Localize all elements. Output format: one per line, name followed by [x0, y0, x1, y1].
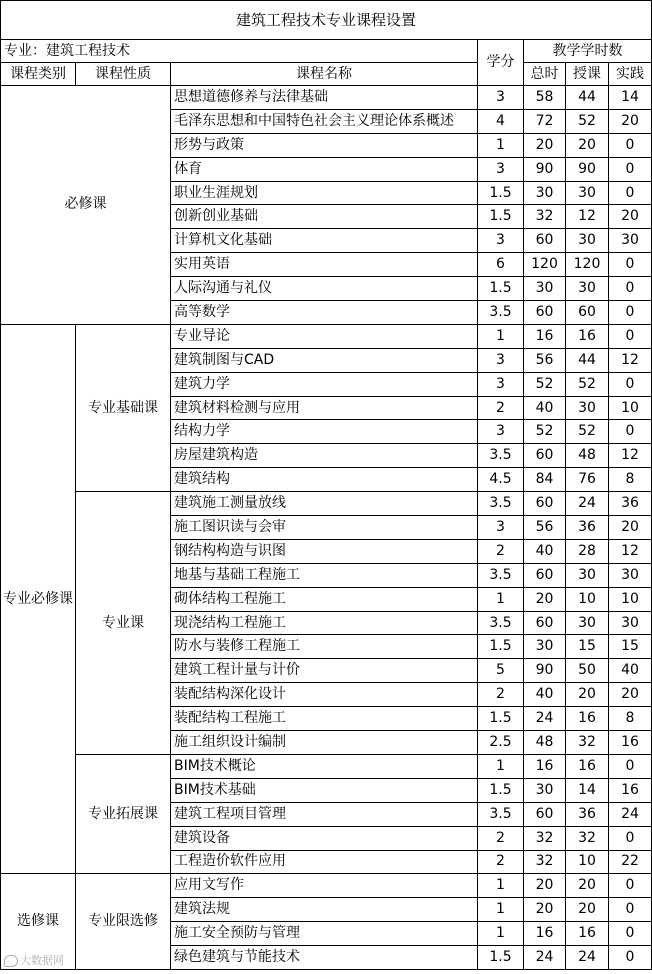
course-practice-hours: 0 — [609, 372, 652, 396]
course-practice-hours: 20 — [609, 205, 652, 229]
table-row — [1, 492, 652, 516]
course-name: 职业生涯规划 — [171, 181, 478, 205]
course-practice-hours: 0 — [609, 922, 652, 946]
course-practice-hours: 12 — [609, 539, 652, 563]
course-total-hours: 32 — [524, 826, 566, 850]
header-practice: 实践 — [609, 63, 652, 86]
course-practice-hours: 0 — [609, 826, 652, 850]
course-name: 计算机文化基础 — [171, 229, 478, 253]
course-lecture-hours: 30 — [566, 181, 609, 205]
course-practice-hours: 0 — [609, 324, 652, 348]
course-total-hours: 30 — [524, 277, 566, 301]
course-total-hours: 24 — [524, 946, 566, 970]
table-row — [1, 324, 652, 348]
course-lecture-hours: 28 — [566, 539, 609, 563]
course-total-hours: 56 — [524, 348, 566, 372]
course-total-hours: 48 — [524, 731, 566, 755]
course-credits: 5 — [478, 659, 524, 683]
course-name: 建筑力学 — [171, 372, 478, 396]
course-name: 专业导论 — [171, 324, 478, 348]
course-name: 思想道德修养与法律基础 — [171, 86, 478, 110]
course-total-hours: 60 — [524, 802, 566, 826]
course-credits: 2 — [478, 850, 524, 874]
course-lecture-hours: 48 — [566, 444, 609, 468]
course-total-hours: 32 — [524, 850, 566, 874]
course-lecture-hours: 16 — [566, 707, 609, 731]
course-practice-hours: 0 — [609, 946, 652, 970]
course-name: 建筑结构 — [171, 468, 478, 492]
course-practice-hours: 10 — [609, 587, 652, 611]
course-total-hours: 52 — [524, 420, 566, 444]
weibo-icon — [4, 955, 18, 967]
course-name: 钢结构构造与识图 — [171, 539, 478, 563]
category-zhuanye-bixiu: 专业必修课 — [1, 324, 76, 873]
course-total-hours: 16 — [524, 922, 566, 946]
course-lecture-hours: 60 — [566, 301, 609, 325]
watermark — [4, 952, 64, 968]
course-credits: 3 — [478, 348, 524, 372]
course-lecture-hours: 90 — [566, 157, 609, 181]
course-credits: 3 — [478, 86, 524, 110]
course-practice-hours: 15 — [609, 635, 652, 659]
course-practice-hours: 20 — [609, 516, 652, 540]
course-name: 毛泽东思想和中国特色社会主义理论体系概述 — [171, 109, 478, 133]
course-lecture-hours: 20 — [566, 683, 609, 707]
course-credits: 6 — [478, 253, 524, 277]
course-name: 建筑法规 — [171, 898, 478, 922]
course-lecture-hours: 44 — [566, 86, 609, 110]
course-lecture-hours: 24 — [566, 946, 609, 970]
course-total-hours: 72 — [524, 109, 566, 133]
course-total-hours: 30 — [524, 181, 566, 205]
course-total-hours: 60 — [524, 563, 566, 587]
course-name: 体育 — [171, 157, 478, 181]
course-credits: 2 — [478, 539, 524, 563]
course-practice-hours: 16 — [609, 731, 652, 755]
course-lecture-hours: 24 — [566, 492, 609, 516]
course-name: 结构力学 — [171, 420, 478, 444]
course-total-hours: 40 — [524, 539, 566, 563]
course-lecture-hours: 16 — [566, 324, 609, 348]
course-practice-hours: 8 — [609, 707, 652, 731]
course-lecture-hours: 30 — [566, 611, 609, 635]
course-practice-hours: 20 — [609, 109, 652, 133]
course-name: 施工图识读与会审 — [171, 516, 478, 540]
course-lecture-hours: 16 — [566, 754, 609, 778]
course-total-hours: 30 — [524, 778, 566, 802]
course-credits: 1 — [478, 754, 524, 778]
course-name: 形势与政策 — [171, 133, 478, 157]
course-lecture-hours: 52 — [566, 109, 609, 133]
course-lecture-hours: 20 — [566, 898, 609, 922]
nature-tuozhan: 专业拓展课 — [76, 754, 171, 873]
course-name: 施工组织设计编制 — [171, 731, 478, 755]
course-total-hours: 24 — [524, 707, 566, 731]
course-total-hours: 60 — [524, 301, 566, 325]
course-credits: 3 — [478, 229, 524, 253]
course-lecture-hours: 32 — [566, 826, 609, 850]
course-practice-hours: 0 — [609, 253, 652, 277]
course-lecture-hours: 10 — [566, 850, 609, 874]
course-credits: 1 — [478, 133, 524, 157]
course-total-hours: 16 — [524, 754, 566, 778]
course-lecture-hours: 44 — [566, 348, 609, 372]
course-credits: 4 — [478, 109, 524, 133]
course-credits: 2 — [478, 396, 524, 420]
course-credits: 3.5 — [478, 492, 524, 516]
nature-zhuanye: 专业课 — [76, 492, 171, 755]
course-lecture-hours: 52 — [566, 420, 609, 444]
course-credits: 1.5 — [478, 946, 524, 970]
course-total-hours: 84 — [524, 468, 566, 492]
course-credits: 3 — [478, 420, 524, 444]
header-lecture: 授课 — [566, 63, 609, 86]
course-name: BIM技术概论 — [171, 754, 478, 778]
course-credits: 3 — [478, 516, 524, 540]
course-credits: 3.5 — [478, 444, 524, 468]
course-name: 砌体结构工程施工 — [171, 587, 478, 611]
course-practice-hours: 0 — [609, 754, 652, 778]
course-total-hours: 20 — [524, 587, 566, 611]
course-practice-hours: 30 — [609, 229, 652, 253]
course-lecture-hours: 52 — [566, 372, 609, 396]
course-name: 房屋建筑构造 — [171, 444, 478, 468]
course-practice-hours: 30 — [609, 563, 652, 587]
course-total-hours: 90 — [524, 157, 566, 181]
course-total-hours: 20 — [524, 898, 566, 922]
course-total-hours: 32 — [524, 205, 566, 229]
course-credits: 1.5 — [478, 205, 524, 229]
course-credits: 2 — [478, 826, 524, 850]
course-lecture-hours: 20 — [566, 874, 609, 898]
course-name: 建筑制图与CAD — [171, 348, 478, 372]
course-name: 建筑设备 — [171, 826, 478, 850]
course-total-hours: 60 — [524, 229, 566, 253]
course-credits: 3.5 — [478, 802, 524, 826]
course-practice-hours: 40 — [609, 659, 652, 683]
course-name: 建筑工程计量与计价 — [171, 659, 478, 683]
course-name: 人际沟通与礼仪 — [171, 277, 478, 301]
course-credits: 4.5 — [478, 468, 524, 492]
header-credits: 学分 — [478, 40, 524, 86]
course-lecture-hours: 16 — [566, 922, 609, 946]
course-name: 实用英语 — [171, 253, 478, 277]
nature-jichu: 专业基础课 — [76, 324, 171, 491]
course-practice-hours: 16 — [609, 778, 652, 802]
course-lecture-hours: 30 — [566, 563, 609, 587]
course-credits: 1.5 — [478, 277, 524, 301]
course-credits: 1.5 — [478, 707, 524, 731]
course-practice-hours: 0 — [609, 898, 652, 922]
course-credits: 3 — [478, 157, 524, 181]
course-credits: 3.5 — [478, 563, 524, 587]
course-practice-hours: 0 — [609, 157, 652, 181]
course-name: 建筑材料检测与应用 — [171, 396, 478, 420]
course-total-hours: 40 — [524, 396, 566, 420]
table-row — [1, 874, 652, 898]
course-credits: 1 — [478, 898, 524, 922]
header-name: 课程名称 — [171, 63, 478, 86]
course-practice-hours: 8 — [609, 468, 652, 492]
course-name: 绿色建筑与节能技术 — [171, 946, 478, 970]
course-lecture-hours: 15 — [566, 635, 609, 659]
course-practice-hours: 10 — [609, 396, 652, 420]
course-total-hours: 60 — [524, 492, 566, 516]
course-name: 地基与基础工程施工 — [171, 563, 478, 587]
course-lecture-hours: 10 — [566, 587, 609, 611]
course-total-hours: 90 — [524, 659, 566, 683]
table-row — [1, 86, 652, 110]
category-xuanxiu: 选修课 — [1, 874, 76, 970]
course-total-hours: 20 — [524, 874, 566, 898]
course-lecture-hours: 30 — [566, 229, 609, 253]
course-name: 施工安全预防与管理 — [171, 922, 478, 946]
course-name: 工程造价软件应用 — [171, 850, 478, 874]
course-credits: 3.5 — [478, 611, 524, 635]
course-practice-hours: 0 — [609, 874, 652, 898]
major-label: 专业：建筑工程技术 — [1, 40, 478, 63]
course-practice-hours: 20 — [609, 683, 652, 707]
course-practice-hours: 0 — [609, 277, 652, 301]
course-total-hours: 120 — [524, 253, 566, 277]
header-hours: 教学学时数 — [524, 40, 652, 63]
course-practice-hours: 12 — [609, 444, 652, 468]
course-credits: 1.5 — [478, 181, 524, 205]
course-total-hours: 30 — [524, 635, 566, 659]
course-name: 高等数学 — [171, 301, 478, 325]
course-lecture-hours: 12 — [566, 205, 609, 229]
course-practice-hours: 14 — [609, 86, 652, 110]
category-bixiu: 必修课 — [1, 86, 171, 325]
course-lecture-hours: 36 — [566, 516, 609, 540]
course-total-hours: 20 — [524, 133, 566, 157]
course-credits: 2 — [478, 683, 524, 707]
course-total-hours: 40 — [524, 683, 566, 707]
course-lecture-hours: 76 — [566, 468, 609, 492]
course-credits: 3.5 — [478, 301, 524, 325]
course-name: BIM技术基础 — [171, 778, 478, 802]
header-category: 课程类别 — [1, 63, 76, 86]
course-name: 防水与装修工程施工 — [171, 635, 478, 659]
header-total: 总时 — [524, 63, 566, 86]
course-lecture-hours: 30 — [566, 396, 609, 420]
course-name: 建筑施工测量放线 — [171, 492, 478, 516]
course-practice-hours: 30 — [609, 611, 652, 635]
course-lecture-hours: 14 — [566, 778, 609, 802]
course-name: 应用文写作 — [171, 874, 478, 898]
nature-xianxuan: 专业限选修 — [76, 874, 171, 970]
course-name: 建筑工程项目管理 — [171, 802, 478, 826]
table-title: 建筑工程技术专业课程设置 — [1, 1, 652, 40]
course-practice-hours: 0 — [609, 133, 652, 157]
course-credits: 1.5 — [478, 635, 524, 659]
course-total-hours: 16 — [524, 324, 566, 348]
course-credits: 1.5 — [478, 778, 524, 802]
course-practice-hours: 24 — [609, 802, 652, 826]
course-total-hours: 58 — [524, 86, 566, 110]
course-name: 装配结构工程施工 — [171, 707, 478, 731]
course-lecture-hours: 20 — [566, 133, 609, 157]
course-practice-hours: 0 — [609, 181, 652, 205]
course-practice-hours: 22 — [609, 850, 652, 874]
course-total-hours: 56 — [524, 516, 566, 540]
course-lecture-hours: 36 — [566, 802, 609, 826]
header-nature: 课程性质 — [76, 63, 171, 86]
course-credits: 2.5 — [478, 731, 524, 755]
course-name: 创新创业基础 — [171, 205, 478, 229]
course-lecture-hours: 32 — [566, 731, 609, 755]
course-credits: 1 — [478, 922, 524, 946]
course-credits: 1 — [478, 587, 524, 611]
course-lecture-hours: 120 — [566, 253, 609, 277]
course-practice-hours: 0 — [609, 420, 652, 444]
course-practice-hours: 36 — [609, 492, 652, 516]
course-practice-hours: 12 — [609, 348, 652, 372]
course-total-hours: 60 — [524, 611, 566, 635]
course-credits: 3 — [478, 372, 524, 396]
course-credits: 1 — [478, 324, 524, 348]
course-name: 现浇结构工程施工 — [171, 611, 478, 635]
watermark-text: 大数据网 — [20, 954, 64, 967]
table-row — [1, 754, 652, 778]
course-lecture-hours: 30 — [566, 277, 609, 301]
course-total-hours: 60 — [524, 444, 566, 468]
course-lecture-hours: 50 — [566, 659, 609, 683]
course-credits: 1 — [478, 874, 524, 898]
course-name: 装配结构深化设计 — [171, 683, 478, 707]
course-total-hours: 52 — [524, 372, 566, 396]
course-practice-hours: 0 — [609, 301, 652, 325]
